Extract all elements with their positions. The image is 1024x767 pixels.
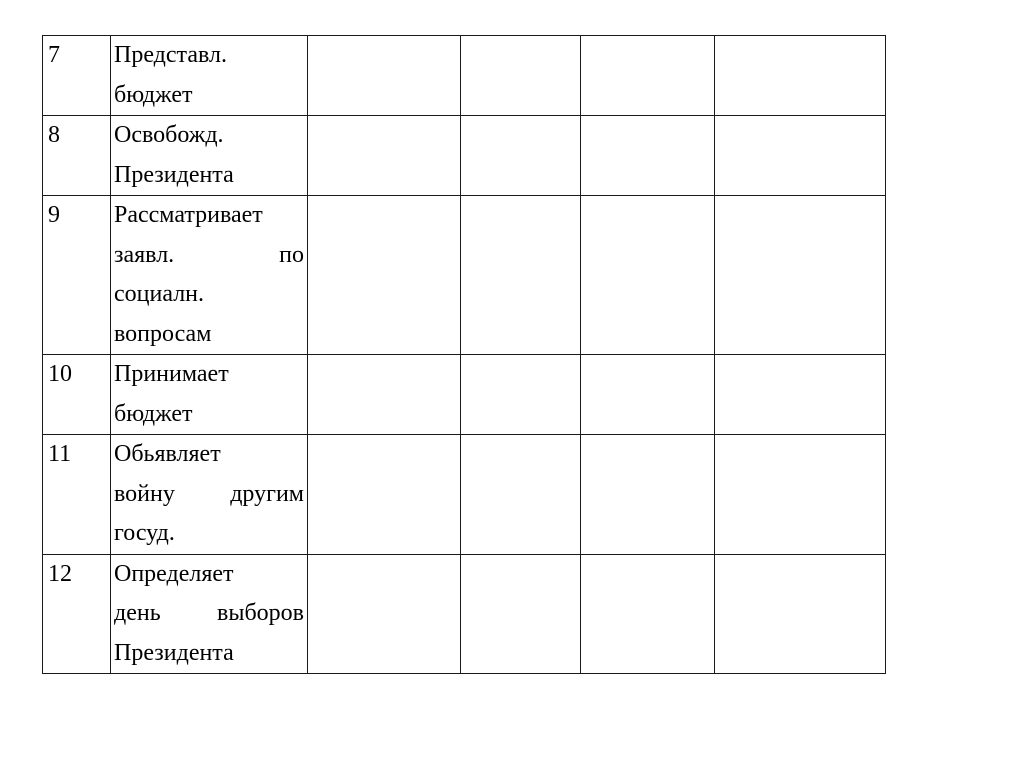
table-cell <box>308 355 461 435</box>
row-description <box>111 196 308 355</box>
table-row <box>43 435 886 555</box>
row-description <box>111 355 308 435</box>
table-row <box>43 554 886 674</box>
table-cell <box>581 36 715 116</box>
description-line <box>114 236 304 276</box>
table-row <box>43 355 886 435</box>
table-cell <box>715 116 886 196</box>
table-cell <box>715 554 886 674</box>
table-cell <box>715 355 886 435</box>
description-line: Принимает <box>114 361 229 387</box>
table-row <box>43 116 886 196</box>
table-cell <box>715 36 886 116</box>
table-cell <box>581 435 715 555</box>
description-line: госуд. <box>114 520 175 546</box>
description-line: Президента <box>114 639 234 666</box>
row-number: 7 <box>43 36 111 116</box>
table-cell <box>461 435 581 555</box>
description-word: заявл. <box>114 241 175 268</box>
row-number: 9 <box>43 196 111 355</box>
table-cell <box>461 355 581 435</box>
description-word: день <box>114 600 161 626</box>
description-line: Освобожд. <box>114 122 224 148</box>
row-description <box>111 36 308 116</box>
description-word: выборов <box>217 600 304 626</box>
row-description <box>111 554 308 674</box>
description-line: Рассматривает <box>114 202 263 228</box>
description-line <box>114 594 304 634</box>
row-number: 11 <box>43 435 111 555</box>
table-row <box>43 196 886 355</box>
description-word: войну <box>114 480 175 507</box>
table-cell <box>308 196 461 355</box>
table-cell <box>308 36 461 116</box>
row-description <box>111 116 308 196</box>
table-cell <box>581 196 715 355</box>
row-number: 10 <box>43 355 111 435</box>
description-word: по <box>279 241 304 268</box>
table-cell <box>715 196 886 355</box>
table-cell <box>581 355 715 435</box>
description-line <box>114 475 304 515</box>
table-cell <box>308 554 461 674</box>
table-cell <box>461 554 581 674</box>
voting-table <box>42 35 886 674</box>
description-line: Представл. <box>114 42 227 68</box>
table-cell <box>715 435 886 555</box>
description-line: социалн. <box>114 281 205 307</box>
table-cell <box>308 116 461 196</box>
description-line: Президента <box>114 161 234 188</box>
description-line: бюджет <box>114 400 193 427</box>
table-row <box>43 36 886 116</box>
row-description <box>111 435 308 555</box>
row-number: 12 <box>43 554 111 674</box>
table-cell <box>581 116 715 196</box>
table-cell <box>461 36 581 116</box>
row-number: 8 <box>43 116 111 196</box>
description-line: Определяет <box>114 560 234 587</box>
description-line: бюджет <box>114 81 193 108</box>
description-line: вопросам <box>114 320 212 347</box>
table-cell <box>308 435 461 555</box>
description-word: другим <box>230 480 304 507</box>
table-cell <box>461 196 581 355</box>
description-line: Обьявляет <box>114 441 221 467</box>
table-cell <box>581 554 715 674</box>
table-cell <box>461 116 581 196</box>
